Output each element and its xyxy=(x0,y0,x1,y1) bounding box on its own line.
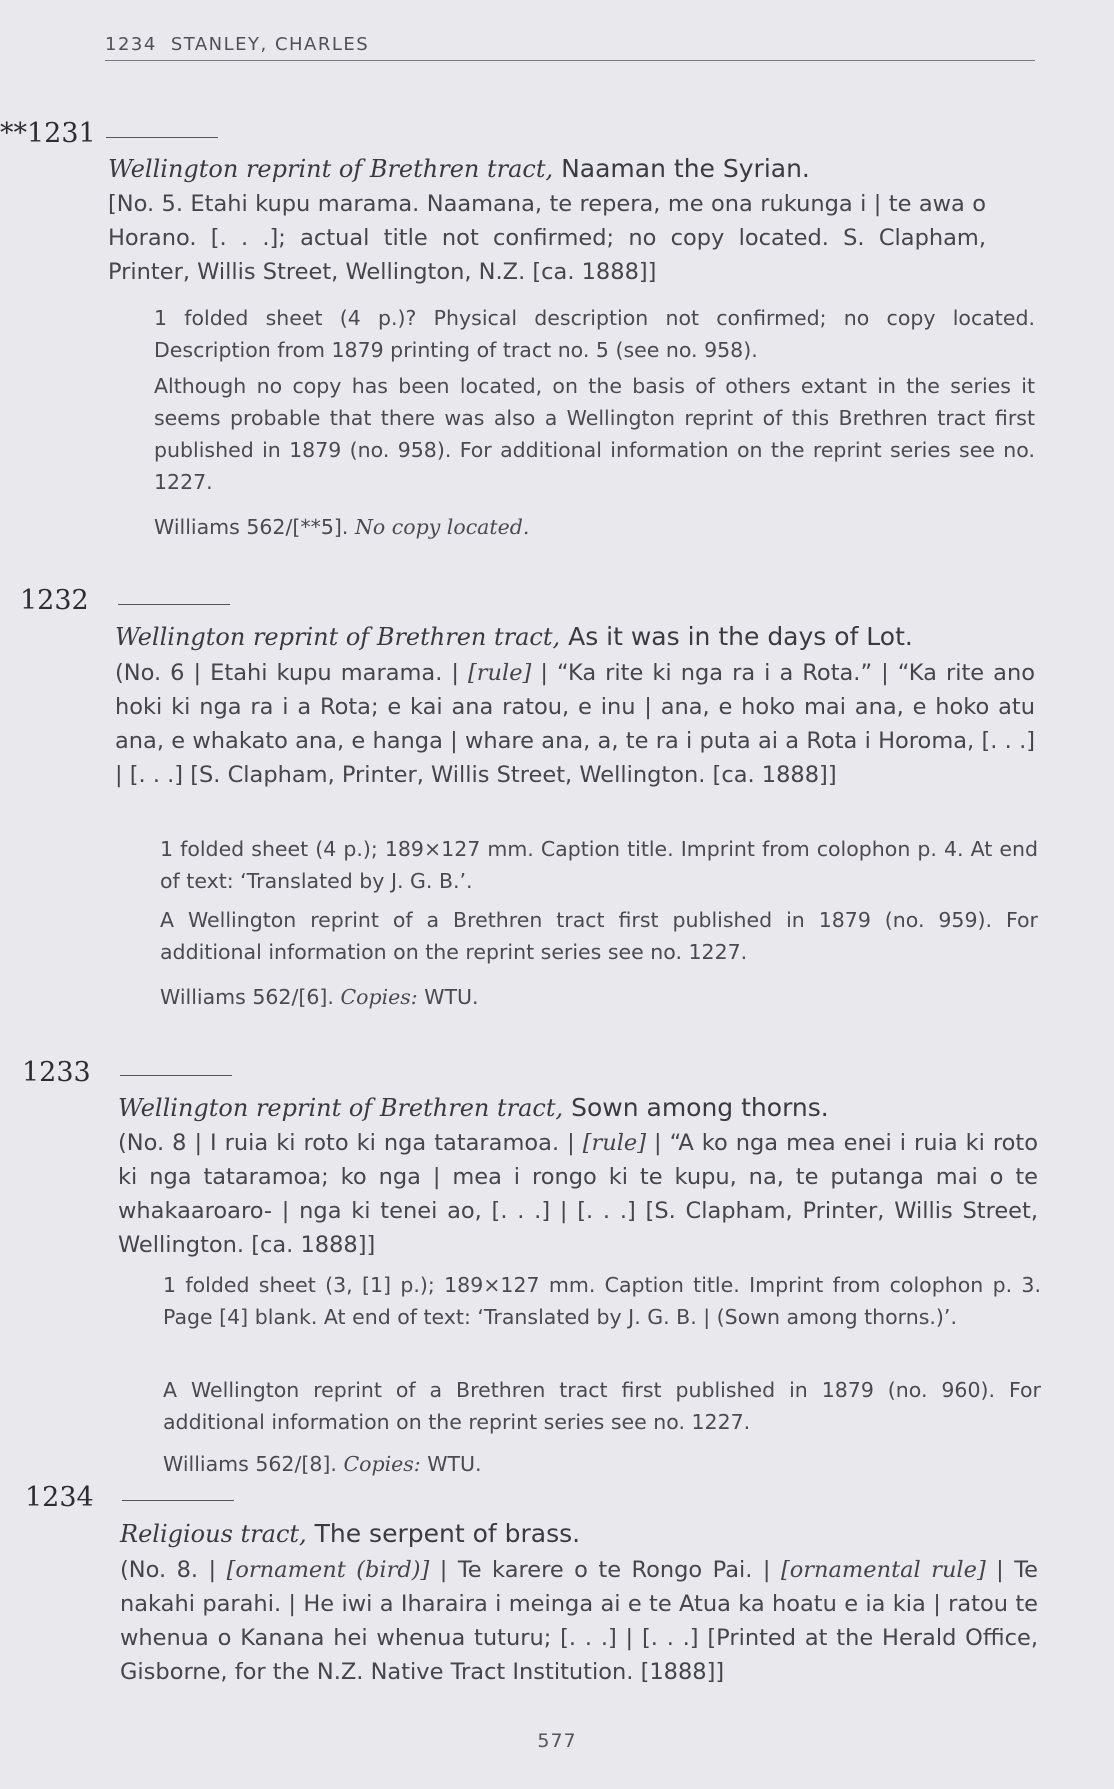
title-rest: Naaman the Syrian. xyxy=(561,154,810,183)
body-text: | “Ka rite ki nga ra i a Rota.” | “Ka rite ano hoki ki nga ra i a Rota; e kai ana ratou, e inu | ana, e hoko mai ana, e hoko atu ana, e whakato ana, e hanga | whare ana, a, te ra i puta ai a Rota i Horoma, [. . .] | [. . .] [S. Clapham, Printer, Willis Street, Wellington. [ca. 1888]] xyxy=(115,660,1035,788)
body-text: (No. 6 | Etahi kupu marama. | xyxy=(115,660,469,686)
header-entry-ref: 1234 xyxy=(105,34,157,55)
entry-note: A Wellington reprint of a Brethren tract first published in 1879 (no. 960). For additional information on the reprint series see no. 1227. xyxy=(163,1378,1041,1434)
entry-title xyxy=(115,620,913,654)
entry-number: 1233 xyxy=(22,1057,91,1088)
header-author: STANLEY, CHARLES xyxy=(170,34,370,55)
title-dash xyxy=(120,1075,232,1076)
body-italic: [rule] xyxy=(468,660,532,686)
body-italic: [ornament (bird)] xyxy=(226,1557,430,1583)
entry-title xyxy=(118,1091,829,1125)
reference-tail: WTU. xyxy=(427,1452,482,1476)
physical-description: 1 folded sheet (3, [1] p.); 189×127 mm. Caption title. Imprint from colophon p. 3. Page [4] blank. At end of text: ‘Translated by J. G. B. | (Sown among thorns.)’. xyxy=(163,1273,1041,1329)
reference-text: Williams 562/[6]. xyxy=(160,985,334,1009)
title-dash xyxy=(122,1500,234,1501)
title-dash xyxy=(106,137,218,138)
body-text: | Te karere o te Rongo Pai. | xyxy=(429,1557,781,1583)
entry-body: [No. 5. Etahi kupu marama. Naamana, te repera, me ona rukunga i | te awa o Horano. [. . .]; actual title not confirmed; no copy located. S. Clapham, Printer, Willis Street, Wellington, N.Z. [ca. 1888]] xyxy=(108,191,986,285)
reference-tail: WTU. xyxy=(424,985,479,1009)
entry-title xyxy=(120,1517,580,1551)
body-italic: [ornamental rule] xyxy=(780,1557,986,1583)
title-rest: As it was in the days of Lot. xyxy=(568,622,913,651)
title-rest: Sown among thorns. xyxy=(571,1093,829,1122)
page-number: 577 xyxy=(537,1730,577,1752)
title-italic: Religious tract, xyxy=(120,1520,307,1548)
title-rest: The serpent of brass. xyxy=(314,1519,581,1548)
entry-body xyxy=(120,1553,1038,1689)
physical-description: 1 folded sheet (4 p.); 189×127 mm. Caption title. Imprint from colophon p. 4. At end of text: ‘Translated by J. G. B.’. xyxy=(160,837,1038,893)
title-dash xyxy=(118,604,230,605)
entry-reference xyxy=(160,981,1038,1013)
body-text: | Te nakahi parahi. | He iwi a Iharaira i meinga ai e te Atua ka hoatu e ia kia | ratou te whenua o Kanana hei whenua tuturu; [. . .] | [. . .] [Printed at the Herald Office, Gisborne, for the N.Z. Native Tract Institution. [1888]] xyxy=(120,1557,1038,1685)
physical-description: 1 folded sheet (4 p.)? Physical description not confirmed; no copy located. Description from 1879 printing of tract no. 5 (see no. 958). xyxy=(154,306,1035,362)
entry-number: **1231 xyxy=(0,118,96,149)
reference-italic: No copy located. xyxy=(354,515,530,539)
entry-number: 1234 xyxy=(25,1482,94,1513)
entry-reference xyxy=(154,511,1035,543)
body-text: (No. 8 | I ruia ki roto ki nga tataramoa. | xyxy=(118,1130,583,1156)
title-italic: Wellington reprint of Brethren tract, xyxy=(115,623,561,651)
reference-text: Williams 562/[**5]. xyxy=(154,515,349,539)
title-italic: Wellington reprint of Brethren tract, xyxy=(118,1094,564,1122)
reference-italic: Copies: xyxy=(340,985,418,1009)
running-header xyxy=(105,34,1035,61)
entry-reference xyxy=(163,1448,1041,1480)
body-italic: [rule] xyxy=(582,1130,647,1156)
entry-body xyxy=(118,1126,1038,1262)
entry-title xyxy=(108,152,810,186)
entry-note: Although no copy has been located, on the basis of others extant in the series it seems probable that there was also a Wellington reprint of this Brethren tract first published in 1879 (no. 958). For additional information on the reprint series see no. 1227. xyxy=(154,374,1035,494)
entry-note: A Wellington reprint of a Brethren tract first published in 1879 (no. 959). For additional information on the reprint series see no. 1227. xyxy=(160,908,1038,964)
reference-text: Williams 562/[8]. xyxy=(163,1452,337,1476)
reference-italic: Copies: xyxy=(343,1452,421,1476)
title-italic: Wellington reprint of Brethren tract, xyxy=(108,155,554,183)
body-text: (No. 8. | xyxy=(120,1557,227,1583)
entry-body xyxy=(115,656,1035,792)
body-text: | “A ko nga mea enei i ruia ki roto ki nga tataramoa; ko nga | mea i rongo ki te kupu, na, te putanga mai o te whakaaroaro- | nga ki tenei ao, [. . .] | [. . .] [S. Clapham, Printer, Willis Street, Wellington. [ca. 1888]] xyxy=(118,1130,1039,1258)
entry-number: 1232 xyxy=(20,585,89,616)
